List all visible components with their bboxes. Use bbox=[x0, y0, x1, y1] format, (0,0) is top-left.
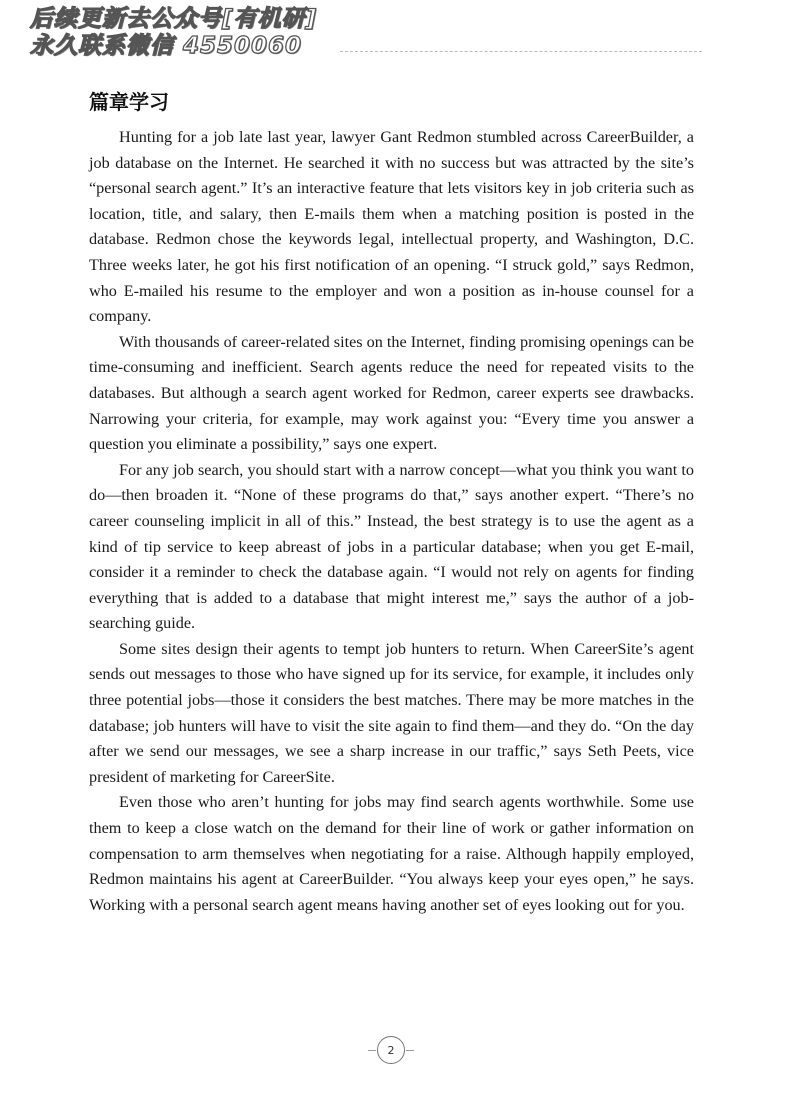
page-number-label: 2 bbox=[387, 1043, 395, 1057]
paragraph-3: For any job search, you should start with a narrow concept—what you think you want to do—then broaden it. “None of these programs do that,” says another expert. “There’s no career counseling implicit in all of this.” Instead, the best strategy is to use the agent as a kind of tip service to keep abreast of jobs in a particular database; when you get E-mail, consider it a reminder to check the database again. “I would not rely on agents for finding everything that is added to a database that might interest me,” says the author of a job-searching guide. bbox=[89, 460, 694, 633]
article-body bbox=[89, 125, 694, 918]
paragraph-5: Even those who aren’t hunting for jobs may find search agents worthwhile. Some use them to keep a close watch on the demand for their line of work or gather information on compensation to arm themselves when negotiating for a raise. Although happily employed, Redmon maintains his agent at CareerBuilder. “You always keep your eyes open,” he says. Working with a personal search agent means having another set of eyes looking out for you. bbox=[89, 793, 694, 914]
watermark-line-2: 永久联系微信 4550060 bbox=[30, 33, 303, 59]
paragraph-2: With thousands of career-related sites on the Internet, finding promising openings can be time-consuming and inefficient. Search agents reduce the need for repeated visits to the databases. But although a search agent worked for Redmon, career experts see drawbacks. Narrowing your criteria, for example, may work against you: “Every time you answer a question you eliminate a possibility,” says one expert. bbox=[89, 332, 694, 454]
paragraph-1: Hunting for a job late last year, lawyer Gant Redmon stumbled across CareerBuilder, a job database on the Internet. He searched it with no success but was attracted by the site’s “personal search agent.” It’s an interactive feature that lets visitors key in job criteria such as location, title, and salary, then E-mails them when a matching position is posted in the database. Redmon chose the keywords legal, intellectual property, and Washington, D.C. Three weeks later, he got his first notification of an opening. “I struck gold,” says Redmon, who E-mailed his resume to the employer and won a position as in-house counsel for a company. bbox=[89, 128, 694, 326]
watermark-line-1: 后续更新去公众号[有机研] bbox=[30, 6, 318, 32]
section-title: 篇章学习 bbox=[89, 90, 169, 114]
paragraph-4: Some sites design their agents to tempt job hunters to return. When CareerSite’s agent sends out messages to those who have signed up for its service, for example, it includes only three potential jobs—those it considers the best matches. There may be more matches in the database; job hunters will have to visit the site again to find them—and they do. “On the day after we send our messages, we see a sharp increase in our traffic,” says Seth Peets, vice president of marketing for CareerSite. bbox=[89, 639, 694, 786]
page-number bbox=[377, 1036, 405, 1064]
watermark bbox=[30, 6, 317, 60]
header-divider bbox=[340, 51, 702, 52]
